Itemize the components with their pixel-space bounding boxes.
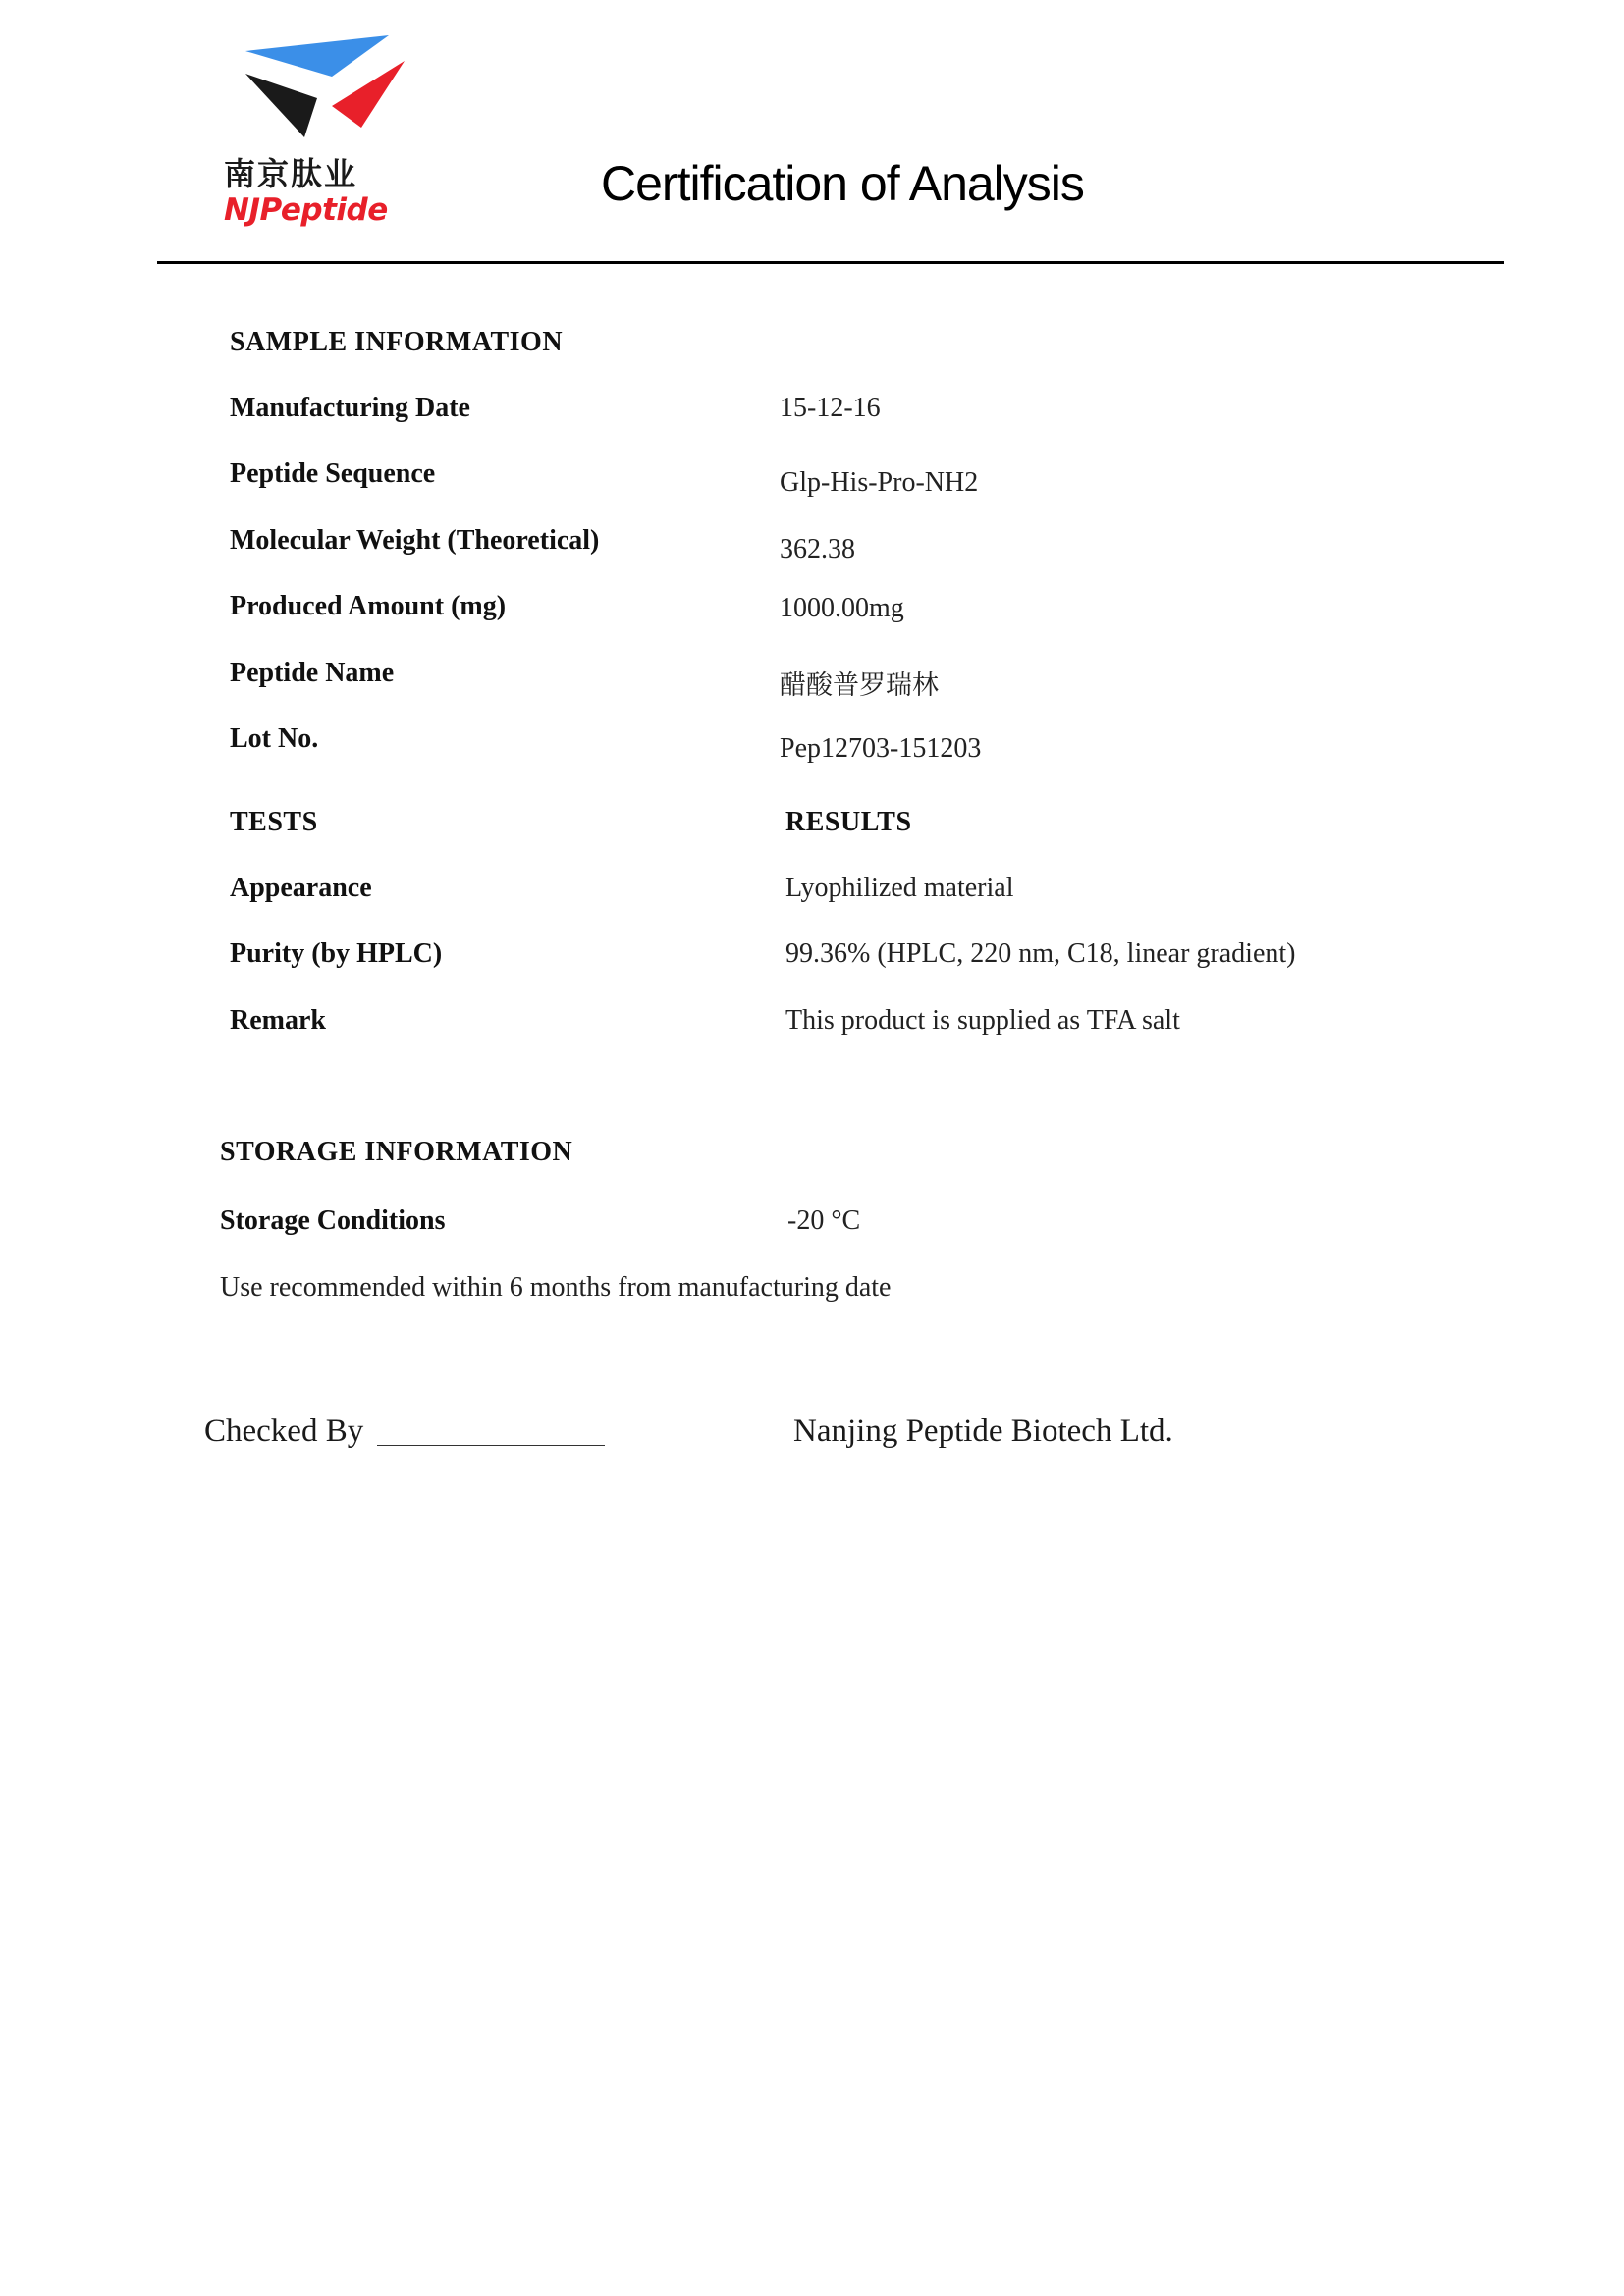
manufacturing-date-value: 15-12-16 [780, 393, 881, 423]
molecular-weight-value: 362.38 [780, 534, 855, 564]
lot-number-value: Pep12703-151203 [780, 733, 982, 764]
company-name: Nanjing Peptide Biotech Ltd. [793, 1414, 1173, 1449]
produced-amount-label: Produced Amount (mg) [230, 591, 507, 621]
storage-conditions-label: Storage Conditions [220, 1205, 446, 1236]
storage-note: Use recommended within 6 months from manufacturing date [220, 1272, 892, 1303]
molecular-weight-label: Molecular Weight (Theoretical) [230, 525, 600, 556]
logo-chinese-text: 南京肽业 [224, 155, 358, 192]
lot-number-label: Lot No. [230, 723, 319, 754]
purity-value: 99.36% (HPLC, 220 nm, C18, linear gradient) [785, 938, 1296, 969]
remark-label: Remark [230, 1005, 326, 1036]
document-title: Certification of Analysis [601, 156, 1084, 211]
signature-line [377, 1445, 605, 1446]
company-logo [224, 29, 440, 236]
checked-by-label: Checked By [204, 1414, 364, 1449]
sample-information-heading: SAMPLE INFORMATION [230, 327, 564, 357]
peptide-sequence-value: Glp-His-Pro-NH2 [780, 467, 979, 498]
storage-information-heading: STORAGE INFORMATION [220, 1137, 573, 1167]
manufacturing-date-label: Manufacturing Date [230, 393, 470, 423]
peptide-sequence-label: Peptide Sequence [230, 458, 436, 489]
purity-label: Purity (by HPLC) [230, 938, 443, 969]
tests-heading: TESTS [230, 807, 318, 837]
appearance-label: Appearance [230, 873, 372, 903]
remark-value: This product is supplied as TFA salt [785, 1005, 1180, 1036]
appearance-value: Lyophilized material [785, 873, 1014, 903]
peptide-name-label: Peptide Name [230, 658, 395, 688]
header-divider [157, 261, 1504, 264]
results-heading: RESULTS [785, 807, 912, 837]
storage-conditions-value: -20 °C [787, 1205, 861, 1236]
peptide-name-value: 醋酸普罗瑞林 [780, 670, 939, 701]
produced-amount-value: 1000.00mg [780, 593, 904, 623]
logo-english-text: NJPeptide [224, 192, 388, 228]
logo-mark-icon [224, 29, 440, 147]
